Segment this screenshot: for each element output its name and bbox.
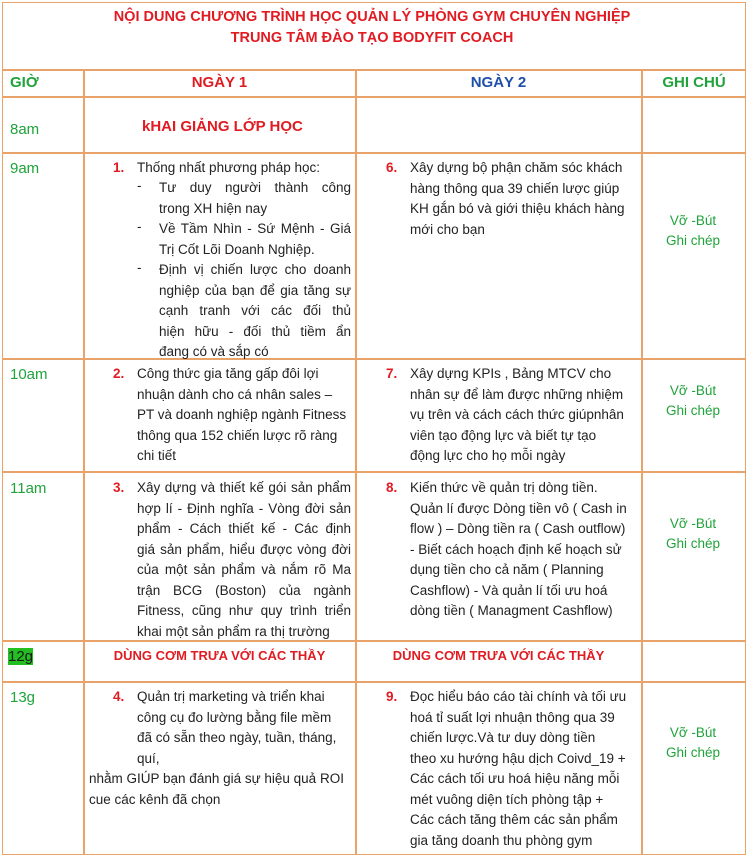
time-11am: 11am <box>10 480 47 497</box>
note-cell: Vỡ -Bút Ghi chép <box>665 725 721 760</box>
column-header-day1: NGÀY 1 <box>191 74 248 91</box>
time-10am: 10am <box>10 366 48 383</box>
lunch-day1: DÙNG CƠM TRƯA VỚI CÁC THẦY <box>113 648 326 663</box>
bullet-text: Về Tầm Nhìn - Sứ Mệnh - Giá Trị Cốt Lõi Doanh Nghiệp. <box>159 221 351 257</box>
page-title-line2: TRUNG TÂM ĐÀO TẠO BODYFIT COACH <box>230 30 514 46</box>
item-text: Thống nhất phương pháp học: <box>137 160 321 175</box>
grid-line <box>355 69 357 855</box>
item-number: 1. <box>113 160 125 175</box>
time-12g: 12g <box>8 648 34 665</box>
column-header-note: GHI CHÚ <box>662 74 726 91</box>
bullet-text: Tư duy người thành công trong XH hiện nay <box>159 180 351 216</box>
grid-line <box>2 358 746 360</box>
item-text: Xây dựng KPIs , Bảng MTCV cho nhân sự để làm được những nhiệm vụ trên và cách cách thức giúpnhân viên tạo động lực và biết tự tạo động lực cho họ mỗi ngày <box>410 366 624 463</box>
note-cell: Vỡ -Bút Ghi chép <box>665 213 721 248</box>
item-number: 3. <box>113 480 125 495</box>
grid-line <box>2 69 746 71</box>
item-text: Kiến thức về quản trị dòng tiền. Quản lí được Dòng tiền vô ( Cash in flow ) – Dòng tiền ra ( Cash outflow) - Biết cách hoạch định kế hoạch sử dụng tiền cho cả năm ( Planning Cashflow) - Và quản lí tối ưu hoá dòng tiền ( Managment Cashflow) <box>410 480 627 618</box>
item-number: 7. <box>386 366 398 381</box>
item-number: 6. <box>386 160 398 175</box>
bullet: - <box>137 178 142 193</box>
time-13g: 13g <box>10 689 36 706</box>
schedule-table <box>2 2 746 855</box>
item-text: Xây dựng và thiết kế gói sản phẩm hợp lí - Định nghĩa - Vòng đời sản phẩm - Cách thiết kế - Các định giá sản phẩm, hiểu được vòng đời của một sản phẩm và nắm rõ Ma trận BCG (Boston) của ngành Fitness, cũng như quy trình triển khai một sản phẩm ra thị trường <box>137 480 351 639</box>
note-cell: Vỡ -Bút Ghi chép <box>665 516 721 551</box>
item-text: Quản trị marketing và triển khai công cụ đo lường bằng file mềm đã có sẵn theo ngày, tuần, tháng, quí, <box>137 689 337 766</box>
item-text-tail: nhằm GIÚP bạn đánh giá sự hiệu quả ROI cue các kênh đã chọn <box>89 771 344 807</box>
item-text: Đọc hiểu báo cáo tài chính và tối ưu hoá tỉ suất lợi nhuận thông qua 39 chiến lược.Và tư duy dòng tiền theo xu hướng hậu dịch Coivd_19 + Các cách tối ưu hoá hiệu năng mỗi mét vuông diện tích phòng tập + Các cách tăng thêm các sản phẩm gia tăng doanh thu phòng gym <box>410 689 627 848</box>
grid-line <box>83 69 85 855</box>
grid-line <box>2 152 746 154</box>
lunch-day2: DÙNG CƠM TRƯA VỚI CÁC THẦY <box>392 648 605 663</box>
item-text: Xây dựng bộ phận chăm sóc khách hàng thông qua 39 chiến lược giúp KH gắn bó và giới thiệu khách hàng mới cho bạn <box>410 160 625 237</box>
grid-line <box>2 471 746 473</box>
bullet-text: Định vị chiến lược cho doanh nghiệp của bạn để gia tăng sự cạnh tranh với các đối thủ hiện hữu - đối thủ tiềm ẩn đang có và sắp có <box>159 262 351 359</box>
column-header-time: GIỜ <box>10 74 39 91</box>
time-8am: 8am <box>10 121 40 138</box>
opening-ceremony: kHAI GIẢNG LỚP HỌC <box>142 118 303 135</box>
column-header-day2: NGÀY 2 <box>470 74 527 91</box>
bullet: - <box>137 219 142 234</box>
grid-line <box>2 640 746 642</box>
item-number: 4. <box>113 689 125 704</box>
item-number: 8. <box>386 480 398 495</box>
grid-line <box>2 681 746 683</box>
bullet: - <box>137 260 142 275</box>
item-text: Công thức gia tăng gấp đôi lợi nhuận dành cho cá nhân sales – PT và doanh nghiệp ngành Fitness thông qua 152 chiến lược rõ ràng chi tiết <box>137 366 347 463</box>
note-cell: Vỡ -Bút Ghi chép <box>665 383 721 418</box>
time-9am: 9am <box>10 160 40 177</box>
item-number: 9. <box>386 689 398 704</box>
grid-line <box>2 96 746 98</box>
page-title-line1: NỘI DUNG CHƯƠNG TRÌNH HỌC QUẢN LÝ PHÒNG GYM CHUYÊN NGHIỆP <box>113 9 631 25</box>
item-number: 2. <box>113 366 125 381</box>
